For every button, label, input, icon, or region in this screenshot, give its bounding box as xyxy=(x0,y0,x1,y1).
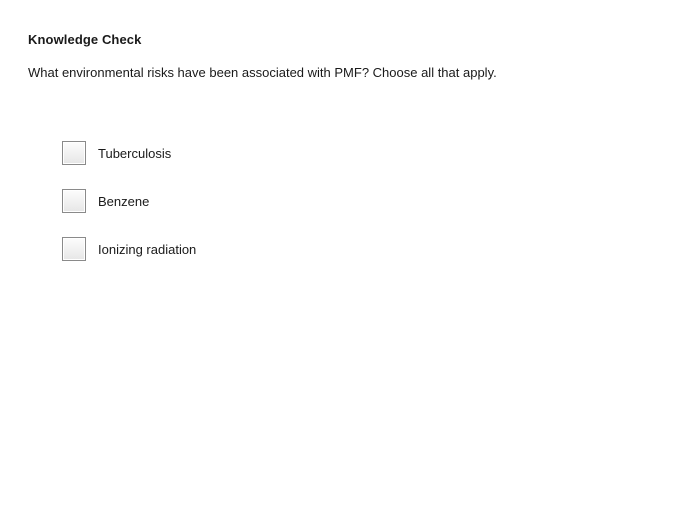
option-label[interactable]: Benzene xyxy=(98,193,150,209)
checkbox-benzene[interactable] xyxy=(62,189,86,213)
answer-options-list xyxy=(62,139,196,283)
option-benzene[interactable] xyxy=(62,187,196,215)
option-label[interactable]: Tuberculosis xyxy=(98,145,172,161)
checkbox-tuberculosis[interactable] xyxy=(62,141,86,165)
checkbox-ionizing-radiation[interactable] xyxy=(62,237,86,261)
option-label[interactable]: Ionizing radiation xyxy=(98,241,197,257)
question-text: What environmental risks have been associated with PMF? Choose all that apply. xyxy=(28,65,497,80)
option-tuberculosis[interactable] xyxy=(62,139,196,167)
option-ionizing-radiation[interactable] xyxy=(62,235,196,263)
page-title: Knowledge Check xyxy=(28,32,142,47)
